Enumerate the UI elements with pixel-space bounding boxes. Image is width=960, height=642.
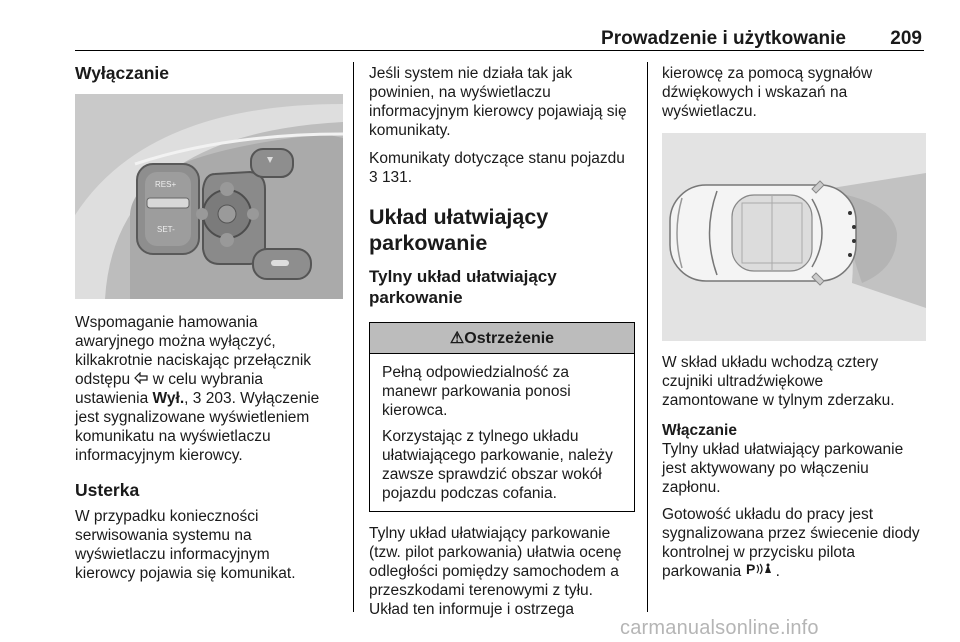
text-line: jest sygnalizowane wyświetleniem [75,409,310,426]
text-line: kontrolnej w przycisku pilota [662,544,855,561]
text-line [75,370,343,389]
text-fragment: . [775,563,780,580]
text-line: informacyjnym kierowcy. [75,447,243,464]
res-label: RES+ [155,180,177,189]
page-ref-icon: 3 [192,390,202,407]
text-line: kierowcy pojawia się komunikat. [75,565,296,582]
subsection-title-line: parkowanie [369,288,463,307]
paragraph-messages [369,149,635,187]
warning-header [370,323,634,354]
text-fragment: ustawienia [75,390,153,407]
section-title-parking [369,204,635,256]
text-line: powinien, na wyświetlaczu [369,84,551,101]
warning-box [369,322,635,512]
text-line: kierowcę za pomocą sygnałów [662,65,873,82]
text-line: odległości pomiędzy samochodem a [369,563,619,580]
text-line: zapłonu. [662,479,721,496]
text-line: (tzw. pilot parkowania) ułatwia ocenę [369,544,622,561]
text-line: komunikatu na wyświetlaczu [75,428,271,445]
page-reference[interactable]: 131. [381,169,413,186]
column-divider-1 [353,62,354,612]
text-line: komunikaty. [369,122,451,139]
column-1 [75,62,343,583]
section-title-line: Układ ułatwiający [369,205,549,229]
section-heading-activation: Włączanie [662,422,737,439]
steering-wheel-figure [75,94,343,299]
text-line: serwisowania systemu na [75,527,252,544]
set-label: SET- [157,225,175,234]
section-title-line: parkowanie [369,231,488,255]
page-number: 209 [890,28,922,49]
paragraph-readiness [662,505,932,581]
column-2 [369,64,635,619]
text-line: sygnalizowana przez świecenie diody [662,525,920,542]
text-line: wyświetlaczu. [662,103,757,120]
text-line: czujniki ultradźwiękowe [662,373,824,390]
text-line: jest aktywowany po włączeniu [662,460,869,477]
subsection-title-line: Tylny układ ułatwiający [369,267,557,286]
text-line: wyświetlaczu informacyjnym [75,546,270,563]
text-line: Jeśli system nie działa tak jak [369,65,573,82]
page-reference[interactable]: 203. Wyłączenie [205,390,320,407]
paragraph-parking-pilot [369,524,635,619]
text-fragment: odstępu [75,371,135,388]
text-line: Układ ten informuje i ostrzega [369,601,575,618]
paragraph-disable [75,313,343,465]
section-heading-off: Wyłączanie [75,63,170,83]
text-line: Wspomaganie hamowania [75,314,258,331]
text-line: Gotowość układu do pracy jest [662,506,874,523]
text-line: manewr parkowania ponosi [382,383,571,400]
svg-text:P: P [745,562,755,576]
paragraph-activation [662,440,932,497]
text-line: Tylny układ ułatwiający parkowanie [369,525,611,542]
setting-off-label: Wył. [152,390,185,407]
text-fragment: parkowania [662,563,746,580]
parking-pilot-icon [746,562,776,581]
paragraph-fault [75,507,343,583]
paragraph-malfunction [369,64,635,140]
column-divider-2 [647,62,648,612]
steering-wheel-illustration [75,94,343,299]
warning-title: Ostrzeżenie [464,330,555,347]
text-line: awaryjnego można wyłączyć, [75,333,276,350]
text-line: ułatwiającego parkowanie, należy [382,447,613,464]
watermark: carmanualsonline.info [620,617,819,639]
warning-body [370,354,634,511]
page-header [75,28,924,51]
warning-icon: ⚠ [449,330,465,347]
text-line [75,389,343,408]
subsection-title-rear-parking [369,266,635,308]
text-line: Komunikaty dotyczące stanu pojazdu [369,150,625,167]
text-line: zamontowane w tylnym zderzaku. [662,392,895,409]
rear-sensor-figure [662,133,926,341]
section-heading-fault: Usterka [75,480,140,500]
text-line: Pełną odpowiedzialność za [382,364,569,381]
header-title: Prowadzenie i użytkowanie [601,28,846,49]
text-fragment: , [184,390,193,407]
text-line: W skład układu wchodzą cztery [662,354,879,371]
text-line [369,168,635,187]
column-3 [662,64,932,581]
text-line [662,562,932,581]
paragraph-continued [662,64,932,121]
text-line: zawsze sprawdzić obszar wokół [382,466,602,483]
text-line: kilkakrotnie naciskając przełącznik [75,352,312,369]
page-ref-icon: 3 [369,169,378,186]
paragraph-sensors [662,353,932,410]
text-line: dźwiękowych i wskazań na [662,84,848,101]
text-line: Tylny układ ułatwiający parkowanie [662,441,904,458]
distance-switch-icon [134,370,148,389]
text-line: informacyjnym kierowcy pojawiają się [369,103,627,120]
text-fragment: w celu wybrania [148,371,264,388]
text-line: pojazdu podczas cofania. [382,485,557,502]
text-line: kierowca. [382,402,448,419]
text-line: W przypadku konieczności [75,508,259,525]
car-top-view-illustration [662,133,926,341]
text-line: Korzystając z tylnego układu [382,428,579,445]
text-line: przeszkodami terenowymi z tyłu. [369,582,593,599]
